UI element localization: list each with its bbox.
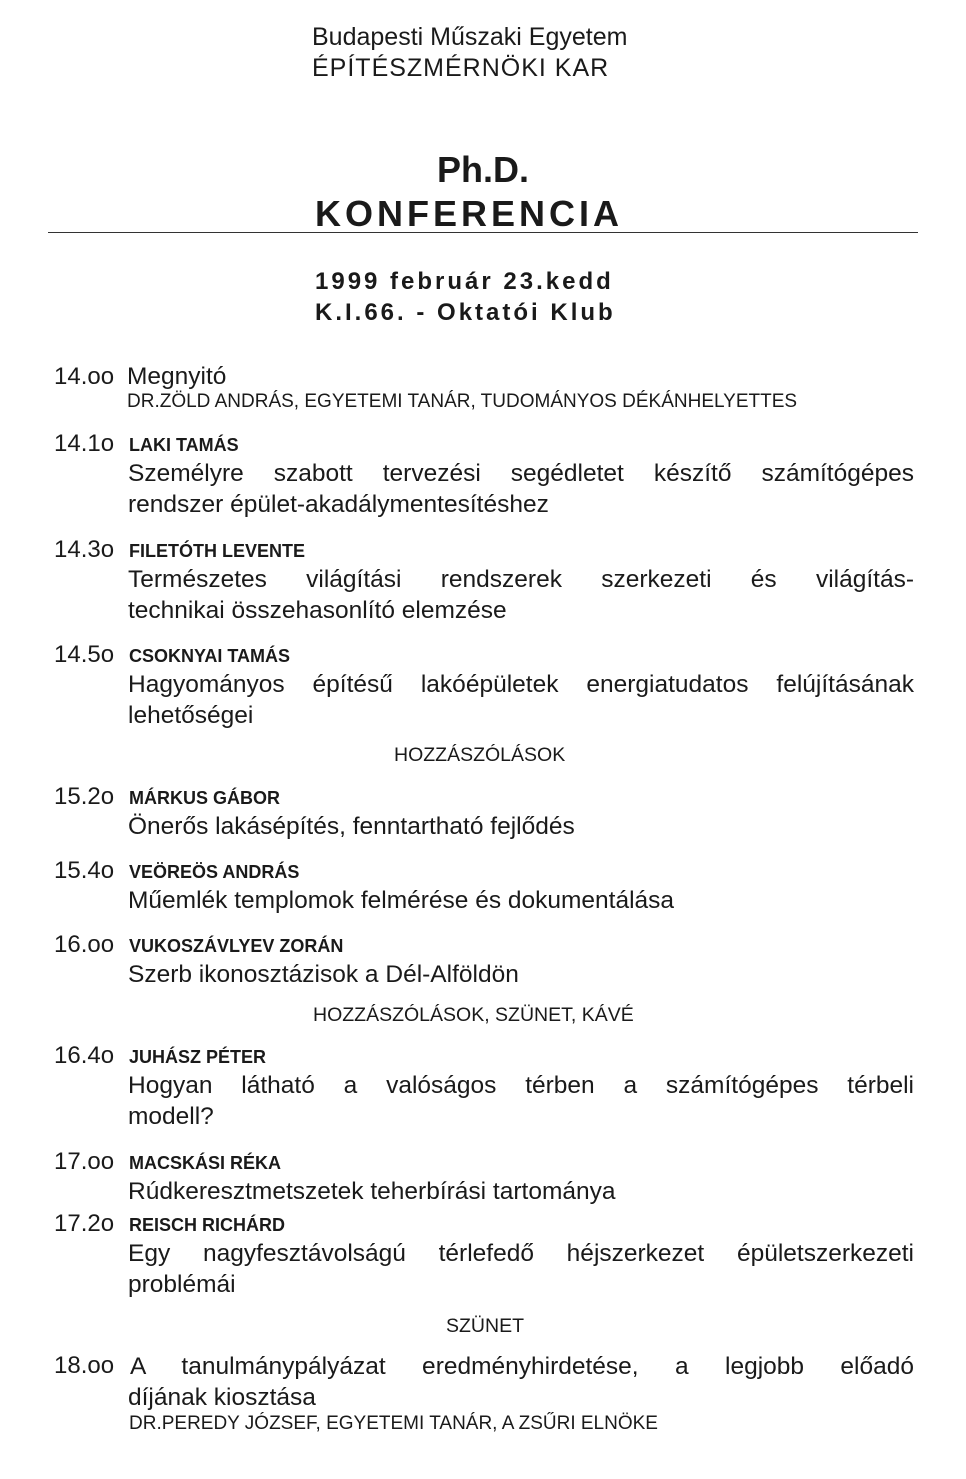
item-title-line-2: rendszer épület-akadálymentesítéshez	[128, 491, 549, 518]
item-title: Megnyitó	[127, 363, 227, 390]
item-speaker: FILETÓTH LEVENTE	[129, 541, 306, 561]
conference-venue: K.I.66. - Oktatói Klub	[315, 299, 616, 326]
item-time: 14.oo	[54, 363, 115, 390]
item-title-line-2: problémái	[128, 1271, 236, 1298]
closing-person: DR.PEREDY JÓZSEF, EGYETEMI TANÁR, A ZSŰRI ELNÖKE	[129, 1413, 658, 1434]
item-speaker: VUKOSZÁVLYEV ZORÁN	[129, 936, 344, 956]
item-title-line-1: Rúdkeresztmetszetek teherbírási tartománya	[128, 1178, 616, 1205]
institution-name: Budapesti Műszaki Egyetem	[312, 23, 628, 51]
item-speaker: MACSKÁSI RÉKA	[129, 1153, 282, 1173]
break-note-3: SZÜNET	[446, 1315, 524, 1337]
item-speaker: REISCH RICHÁRD	[129, 1215, 286, 1235]
divider-line	[48, 232, 918, 233]
item-speaker: JUHÁSZ PÉTER	[129, 1047, 267, 1067]
item-title-line-2: modell?	[128, 1103, 214, 1130]
item-time: 17.2o	[54, 1210, 115, 1237]
opening-person: DR.ZÖLD ANDRÁS, EGYETEMI TANÁR, TUDOMÁNYOS DÉKÁNHELYETTES	[127, 391, 798, 412]
item-time: 16.4o	[54, 1042, 115, 1069]
item-time: 16.oo	[54, 931, 115, 958]
title-line-2: KONFERENCIA	[315, 193, 624, 234]
item-time: 14.1o	[54, 430, 115, 457]
break-note-2: HOZZÁSZÓLÁSOK, SZÜNET, KÁVÉ	[313, 1004, 634, 1026]
faculty-name: ÉPÍTÉSZMÉRNÖKI KAR	[312, 54, 610, 82]
item-time: 15.4o	[54, 857, 115, 884]
item-time: 17.oo	[54, 1148, 115, 1175]
item-title-line-1: Önerős lakásépítés, fenntartható fejlődés	[128, 813, 575, 840]
item-title-line-1: Műemlék templomok felmérése és dokumentálása	[128, 887, 675, 914]
item-speaker: VEÖREÖS ANDRÁS	[129, 862, 300, 882]
item-title-line-1: Természetes világítási rendszerek szerkezeti és világítás-	[128, 566, 914, 593]
title-line-1: Ph.D.	[437, 149, 530, 190]
item-time: 15.2o	[54, 783, 115, 810]
item-title-line-1: Hagyományos építésű lakóépületek energiatudatos felújításának	[128, 671, 914, 698]
item-speaker: MÁRKUS GÁBOR	[129, 788, 280, 808]
item-title-line-1: Egy nagyfesztávolságú térlefedő héjszerkezet épületszerkezeti	[128, 1240, 914, 1267]
item-speaker: LAKI TAMÁS	[129, 435, 239, 455]
item-title-line-1: Hogyan látható a valóságos térben a számítógépes térbeli	[128, 1072, 914, 1099]
item-title-line-1: A tanulmánypályázat eredményhirdetése, a legjobb előadó	[130, 1353, 914, 1380]
item-time: 18.oo	[54, 1352, 115, 1379]
break-note-1: HOZZÁSZÓLÁSOK	[394, 744, 566, 766]
item-title-line-2: díjának kiosztása	[128, 1384, 316, 1411]
item-time: 14.5o	[54, 641, 115, 668]
item-title-line-1: Személyre szabott tervezési segédletet készítő számítógépes	[128, 460, 914, 487]
item-title-line-2: technikai összehasonlító elemzése	[128, 597, 507, 624]
conference-title	[315, 148, 623, 236]
item-speaker: CSOKNYAI TAMÁS	[129, 646, 291, 666]
institution-header	[312, 22, 627, 84]
date-venue-block	[315, 266, 616, 328]
item-title-line-1: Szerb ikonosztázisok a Dél-Alföldön	[128, 961, 519, 988]
item-time: 14.3o	[54, 536, 115, 563]
conference-date: 1999 február 23.kedd	[315, 268, 614, 295]
item-title-line-2: lehetőségei	[128, 702, 254, 729]
